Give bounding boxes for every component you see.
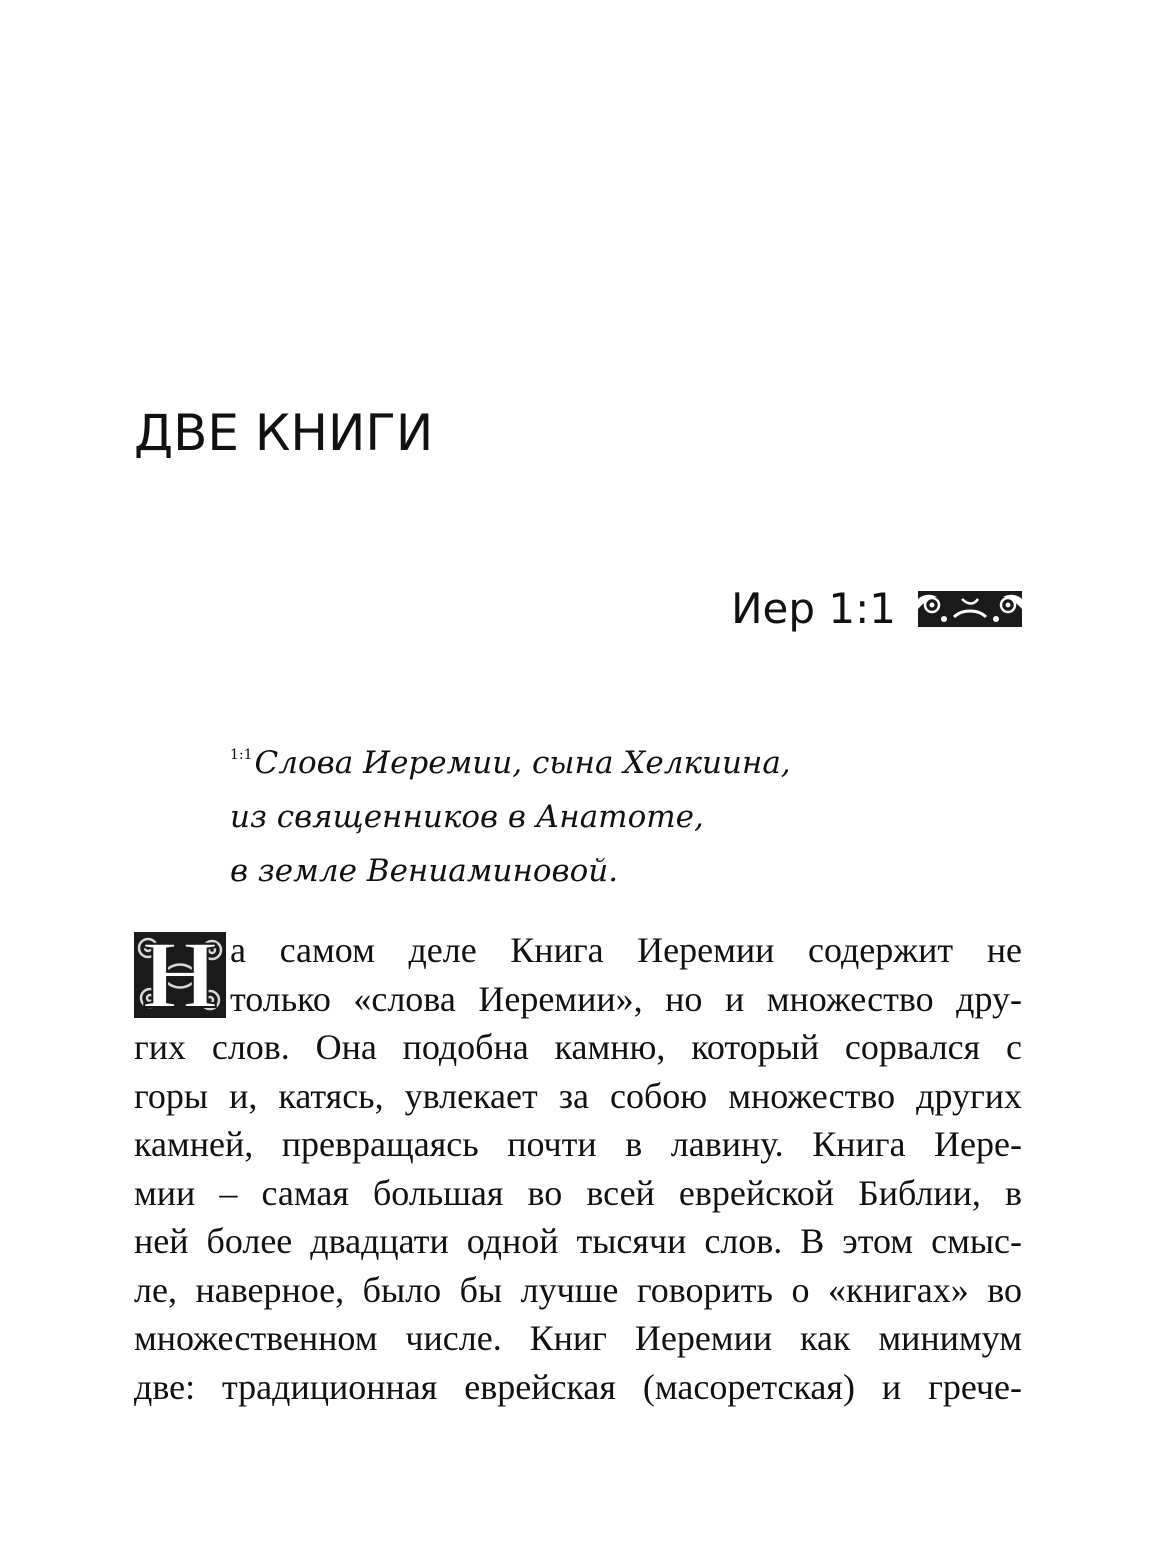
body-line: мии – самая большая во всей еврейской Библии, в [134,1172,1022,1213]
body-line: две: традиционная еврейская (масоретская) и грече- [134,1366,1022,1407]
epigraph-line: $^{1:1}$Слова Иеремии, сына Хелкиина, [230,745,791,781]
body-paragraph [134,926,1022,1411]
drop-cap-letter: Н [142,932,218,1018]
body-line: гих слов. Она подобна камню, который сорвался с [134,1027,1022,1067]
body-line: а самом деле Книга Иеремии содержит не [230,930,1022,970]
verse-reference-row [731,584,1022,633]
verse-number: 1:1 [230,747,253,763]
epigraph-line: из священников в Анатоте, [230,799,704,835]
body-line: только «слова Иеремии», но и множество дру- [230,978,1022,1019]
body-line: камней, превращаясь почти в лавину. Книга Иере- [134,1124,1022,1164]
epigraph [230,728,990,898]
body-line: горы и, катясь, увлекает за собою множество других [134,1075,1022,1116]
body-line: множественном числе. Книг Иеремии как минимум [134,1318,1022,1358]
body-line: ле, наверное, было бы лучше говорить о «книгах» во [134,1269,1022,1310]
verse-reference: Иер 1:1 [731,584,896,633]
chapter-title: ДВЕ КНИГИ [134,404,434,462]
body-line: ней более двадцати одной тысячи слов. В этом смыс- [134,1221,1022,1261]
epigraph-line: в земле Вениаминовой. [230,853,619,889]
swirl-ornament-icon [918,591,1022,627]
